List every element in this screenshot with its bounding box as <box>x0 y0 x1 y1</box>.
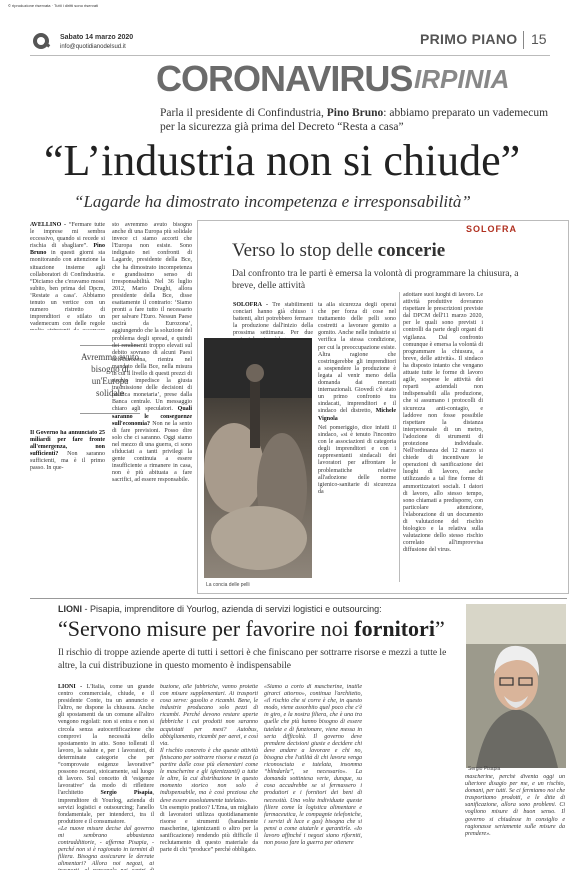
lioni-deck: Il rischio di troppe aziende aperte di tutti i settori è che finiscano per sottrarre risorse e mezzi a tutte le altre, la cui distribuzione in questo momento è indispensabile <box>58 648 447 671</box>
lioni-col2: buzione, alle fabbriche, vanno protette con misure supplementari. Ai trasporti cosa serve: gasolio e ricambi. Bene, le industrie producano solo pezzi di ricambi. Perché devono restare aperte fabbriche i cui prodotti non saranno acquistati per mesi? Autobus, abbigliamento, ricambi per aerei, e così via. Il rischio concreto è che queste attività finiscano per sottrarre risorse e mezzi (a partire dalle cose più elementari come le mascherine e gli igienizzanti) a tutte le altre, la cui distribuzione in questo momento storico non solo è indispensabile, ma è così preziosa che deve essere assolutamente tutelata». Un esempio pratico? L'Ema, un migliaio di lavoratori utilizza quotidianamente risorse e strumenti (banalmente mascherine, igienizzanti o altro per la sanificazione) rendendo più difficile il reclutamento di questo materiale da parte di chi “produce” perché obbligato. <box>160 684 258 854</box>
issue-date: Sabato 14 marzo 2020 <box>60 34 134 41</box>
article1-col1-bottom: Il Governo ha annunciato 25 miliardi per fare fronte all'emergenza, non sufficienti? Non saranno sufficienti, ma è il primo passo. In que- <box>30 430 105 472</box>
solofra-title: Verso lo stop delle concerie <box>232 240 446 261</box>
pisapia-photo <box>466 604 566 768</box>
question-government: Il Governo ha annunciato 25 miliardi per fare fronte all'emergenza, non sufficienti? <box>30 430 105 458</box>
pisapia-caption: Sergio Pisapia <box>468 766 501 772</box>
solofra-col-d: adottare suoi luoghi di lavoro. Le attività produttive dovranno rispettare le prescrizioni previste dal DPCM dell'11 marzo 2020, per le quali sono previsti i controlli da parte degli organi di vigilanza. Dal confronto comunque è emersa la volontà di programmare la chiusura, a breve, delle attività». Il sindaco ha disposto intanto che vengano attuate tutte le forme di lavoro agile, sospese le attività dei reparti aziendali non indispensabili alla produzione, che si assumano i protocolli di sicurezza anti-contagio, e laddove non fosse possibile rispettare la distanza interpersonale di un metro, l'adozione di strumenti di protezione individuale. Nell'ordinanza del 12 marzo si chiede di incentivare le operazioni di sanificazione dei luoghi di lavoro, anche utilizzando a tal fine forme di ammortizzatori sociali. I datori di lavoro, allo stesso tempo, sono chiamati a predisporre, con particolare attenzione, l'elaborazione di un documento di valutazione del rischio biologico e la relativa sulla valutazione dello stesso rischio correlato all'improvvisa diffusione del virus. <box>403 292 483 554</box>
article1-col1-wrap <box>30 330 76 430</box>
section-label: PRIMO PIANO <box>420 31 518 47</box>
lioni-col1: LIONI - L'Italia, come un grande centro commerciale, chiude, e il presidente Conte, tra un annuncio e l'altro, ne dispone la chiusura. Anche gli spostamenti da un comune all'altro vengono regolati: non si entra e non si circola senza autocertificazione che comprovi la necessità dello spostamento in atto. Sono tollerati il lavoro, la salute e, per i lavoratori, di determinate categorie che per “comprovate esigenze lavorative” possono recarsi, stoicamente, sul luogo di lavoro. Sul concetto di ‘esigenze lavorative’ da modo di riflettere l'architetto Sergio Pisapia, imprenditore di Yourlog, azienda di servizi logistici e outsourcing; l'anello fondamentale, per intenderci, tra il produttore e il consumatore. «Le nuove misure decise dal governo mi sembrano abbastanza contraddittorie, - afferma Pisapia, - perché non si è ragionato in termini di filiera. Bisogna assicurare le derrate alimentari? Allora noi negozi, ai <box>58 684 154 868</box>
tannery-photo <box>204 338 312 578</box>
lioni-kicker: LIONI - Pisapia, imprenditore di Yourlog, azienda di servizi logistici e outsourcing: <box>58 604 382 614</box>
lioni-col4: mascherine, perché diventa oggi un ulteriore disagio per me, e un rischio, domani, per tutti. Se ci fermiamo noi che trasportiamo prodotti, e le ditte di sanificazione, allora sono problemi. Ci vogliono misure di buon senso. Il governo si chiudesse in consiglio e ragionasse seriamente sulle misure da prendere». <box>465 774 565 837</box>
article1-col1: AVELLINO - “Fermare tutte le imprese mi sembra eccessivo, quando si recede si rischia di sbagliare”. Pino Bruno in questi giorni sta monitorando con attenzione la situazione insieme agli collaboratori di Confindustria. “Diciamo che c'eravamo mossi subito, ben prima del Dpcm, ‘Restate a casa’. Abbiamo tenuto un vertice con un numero ristretto di imprenditori e stilato un vademecum con delle regole <box>30 222 105 328</box>
tannery-caption: La concia delle pelli <box>206 582 250 588</box>
quotidiano-logo-icon <box>33 33 49 49</box>
banner-coronavirus: CORONAVIRUS <box>156 58 413 99</box>
masthead-divider <box>523 31 524 49</box>
intro-deck: Parla il presidente di Confindustria, Pino Bruno: abbiamo preparato un vademecum per la sicurezza già prima del Decreto “Resta a casa” <box>160 107 549 133</box>
section-rule <box>30 598 567 599</box>
masthead-rule <box>30 55 550 56</box>
copyright-line: © riproduzione riservata · Tutti i diritti sono riservati <box>8 3 99 8</box>
tannery-photo-image <box>204 338 312 578</box>
intro-name: Pino Bruno <box>326 107 384 119</box>
page-number: 15 <box>531 31 547 47</box>
lioni-title: “Servono misure per favorire noi fornitori” <box>58 616 445 641</box>
solofra-col-divider <box>399 292 400 582</box>
solofra-col-a: SOLOFRA - Tre stabilimenti conciari hanno già chiuso i battenti, altri potrebbero fermare la produzione dall'inizio della prossima settimana. Per due <box>233 302 313 337</box>
solofra-tag: SOLOFRA <box>466 224 517 234</box>
solofra-col-b: ta alla sicurezza degli operai che per forza di cose nel trattamento delle pelli sono costretti a lavorare gomito a gomito. Anche nelle industrie si verifica la stessa condizione, per cui la preoccupazione esiste. Altra ragione che costringerebbe gli imprenditori a sospendere la produzione è legata al venir meno della domanda dai mercati internazionali. Giovedì c'è stato un primo confronto tra sindacati, imprenditori e il sindaco del distretto, Michele Vignola <box>318 302 396 422</box>
question-economy: Quali saranno le conseguenze sull'economia? <box>112 406 192 427</box>
contact-email: info@quotidianodelsud.it <box>60 44 126 50</box>
pisapia-photo-image <box>466 604 566 768</box>
solofra-col-c: Nel pomeriggio, dice infatti il sindaco, «si è tenuto l'incontro con le associazioni di categoria degli imprenditori e con i rappresentanti sindacali dei lavoratori per affrontare le problematiche relative all'adozione delle norme igienico-sanitarie di sicurezza da <box>318 425 396 495</box>
page-headline: “L’industria non si chiude” <box>44 136 521 185</box>
article1-col2: sto avremmo avuto bisogno anche di una Europa più solidale invece ci siamo accorti che l'Europa non esiste. Sono indignato nei confronti di Lagarde, presidente della Bce, che ha dimostrato incompetenza e grandissimo senso di irresponsabilità. Nel 36 luglio 2012, Mario Draghi, allora presidente della Bce, disse esattamente il contrario: ‘Siamo pronti a fare tutto il necessario per salvare l'Euro. Nessun Paese uscirà da Eurozona’, aggiungendo che la soluzione del problema degli spread, e quindi dei rendimenti troppo elevati sul debito sovrano di alcuni Paesi dell'Eurozona, rientra nel mandato della Bce, nella misura in cui il livello di questi prezzi di rischio impedisce la giusta trasmissione delle decisioni di politica monetaria’, prese dalla Banca centrale. Un messaggio chiaro agli speculatori. Quali saranno le conseguenze sull'economia? Non ne la sento di fare previsioni. Posso dire solo che ci saranno. Oggi siamo nel mezzo di una guerra, ci sono sfiduciati a tanti privilegi la gente continuia a essere insufficiente a rimanere in casa, non è più abituata a fare sacrifici, ad essere responsabile. <box>112 222 192 484</box>
banner-irpinia: IRPINIA <box>414 64 510 94</box>
pullquote-text: Avremmo avuto bisogno di un'Europa solidale <box>80 352 140 398</box>
page-subhead: “Lagarde ha dimostrato incompetenza e irresponsabilità” <box>74 192 471 211</box>
solofra-deck: Dal confronto tra le parti è emersa la volontà di programmare la chiusura, a breve, delle attività <box>232 269 519 291</box>
lioni-col3: «Siamo a corto di mascherine, inutile girarci attorno», continua l'architetto, «il rischio che si corre è che, in questo modo, viene assorbito quel poco che c'è in giro, e la nostra filiera, che è una tra quelle che più hanno bisogno di essere tutelate e di funzionare, viene messa in seria difficoltà. Il governo deve prendere decisioni giuste e decidere chi deve andare a lavorare e chi no, bisogna che l'utilità di chi lavora venga riconosciuta e tutelata, insomma “blindarla”, se necessario». La domanda sottintesa verte, dunque, su cosa accadrebbe se si fermassero i produttori e i fornitori dei beni di necessità. Una volta individuate queste filiere come la logistica alimentare e farmaceutica, le compagnie telefoniche, i servizi di luce e gas) bisogna che si pensi a come aiutarle e garantirle. «Io lavoro affinché i negozi siano riforniti, non posso fare la guerra per ottenere <box>264 684 362 847</box>
